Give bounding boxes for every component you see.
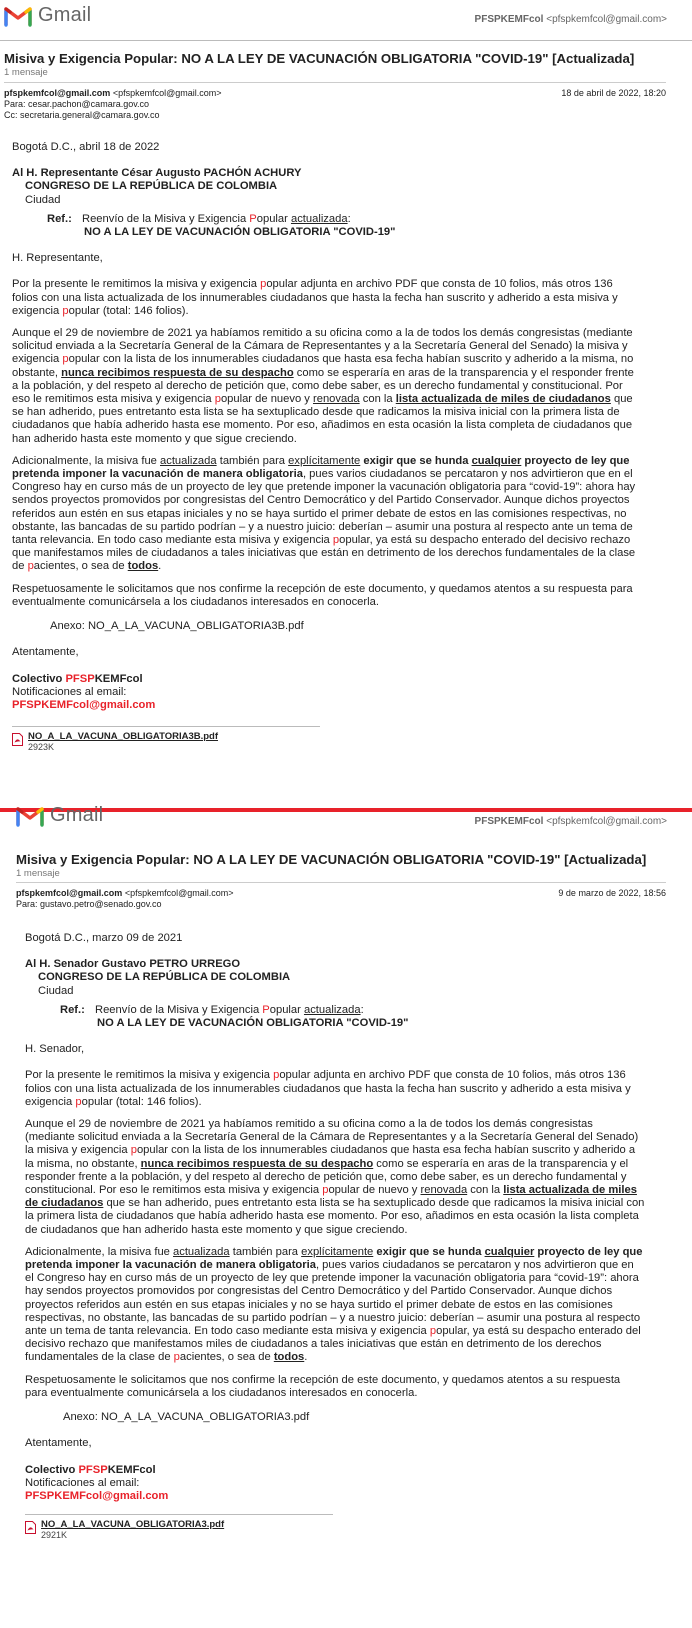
message-count: 1 mensaje (4, 67, 48, 78)
institution: CONGRESO DE LA REPÚBLICA DE COLOMBIA (38, 971, 291, 984)
ref-text: Reenvío de la Misiva y Exigencia (95, 1003, 263, 1016)
attachment-name[interactable]: NO_A_LA_VACUNA_OBLIGATORIA3.pdf (41, 1519, 225, 1530)
signature-email[interactable] (25, 1490, 645, 1503)
underlined: actualizada (173, 1245, 230, 1258)
ref-text: opular (269, 1003, 304, 1016)
message-body (25, 932, 645, 1503)
text: que se han adherido, pues entretanto esta lista se ha sextuplicado desde que radicamos la misiva inicial con la primera lista de ciudadanos que había adherido hasta ese momento. Por eso, añadimos en esta ocasión la lista completa de ciudadanos que han adherido hasta este momento y que sigue creciendo. (12, 393, 633, 445)
gmail-logo[interactable] (16, 804, 103, 827)
red-letter: p (130, 1144, 137, 1157)
underlined: renovada (420, 1184, 468, 1197)
red-letters: PFSP (65, 672, 95, 685)
text: opular con la lista de los innumerables ciudadanos que hasta esa fecha habían suscrito y adherido a la misma, no obstante, (25, 1144, 636, 1170)
reference-label: Ref.: (60, 1003, 85, 1016)
attachment-name[interactable]: NO_A_LA_VACUNA_OBLIGATORIA3B.pdf (28, 731, 219, 742)
ref-text: Reenvío de la Misiva y Exigencia (82, 212, 250, 225)
account-name: PFSPKEMFcol (474, 816, 544, 827)
gmail-logo-text: Gmail (50, 804, 104, 826)
red-letter: p (273, 1069, 280, 1082)
reference-line-2: NO A LA LEY DE VACUNACIÓN OBLIGATORIA "COVID-19" (84, 226, 396, 239)
city: Ciudad (25, 193, 61, 206)
signature-name (12, 673, 640, 686)
paragraph-1 (12, 278, 640, 318)
gmail-logo[interactable] (4, 4, 91, 27)
pdf-file-icon (12, 733, 23, 746)
bold-underlined: cualquier (471, 454, 522, 467)
text: PFSP (12, 698, 42, 711)
text: opular con la lista de los innumerables ciudadanos que hasta esa fecha habían suscrito y adherido a la misma, no obstante, (12, 353, 634, 379)
bold: exigir que se hunda (373, 1245, 485, 1258)
signature-notifications: Notificaciones al email: (25, 1476, 140, 1489)
text: . (304, 1351, 308, 1364)
gmail-header (0, 804, 692, 850)
signature-email[interactable] (12, 699, 640, 712)
red-letters: PFSP (78, 1463, 108, 1476)
text: opular, ya está su despacho enterado del decisivo rechazo que manifestamos miles de ciudadanos a tales iniciativas que están en detrimento de los derechos fundamentales de la clase de (25, 1325, 641, 1364)
email-subject: Misiva y Exigencia Popular: NO A LA LEY DE VACUNACIÓN OBLIGATORIA "COVID-19" [Actualizada] (4, 51, 635, 66)
red-letter: p (62, 353, 69, 366)
text: opular (total: 146 folios). (81, 1095, 202, 1108)
message-date: 18 de abril de 2022, 18:20 (561, 88, 666, 98)
text: Por la presente le remitimos la misiva y exigencia (25, 1069, 274, 1082)
email-subject: Misiva y Exigencia Popular: NO A LA LEY DE VACUNACIÓN OBLIGATORIA "COVID-19" [Actualizada] (16, 852, 647, 867)
text: también para (216, 454, 289, 467)
text: Colectivo (25, 1463, 79, 1476)
ref-red-letter: P (249, 212, 257, 225)
gmail-header (0, 0, 692, 36)
place-date: Bogotá D.C., marzo 09 de 2021 (25, 932, 183, 944)
ref-underlined: actualizada (303, 1003, 361, 1016)
text: opular de nuevo y (220, 393, 313, 406)
underlined: explícitamente (288, 454, 361, 467)
gmail-m-icon (16, 805, 44, 827)
text: Adicionalmente, la misiva fue (12, 454, 160, 467)
reference-block (25, 1004, 645, 1030)
red-letter: p (62, 304, 69, 317)
recipient-to: Para: gustavo.petro@senado.gov.co (16, 899, 162, 909)
place-date: Bogotá D.C., abril 18 de 2022 (12, 141, 160, 153)
header-divider (0, 40, 692, 41)
reference-line-1 (82, 213, 395, 226)
red-letter: p (173, 1351, 180, 1364)
closing: Atentamente, (25, 1437, 92, 1450)
text: opular adjunta en archivo PDF que consta de 10 folios, más otros 136 folios con una lista actualizada de los innumerables ciudadanos que hasta la fecha han suscrito y adherido a esta misiva y exigencia (25, 1069, 631, 1108)
text: Aunque el 29 de noviembre de 2021 ya habíamos remitido a su oficina como a la de todos los demás congresistas (mediante solicitud enviada a la Secretaría General de la Cámara de Representantes y a la Secretaría General del Senado) la misiva y exigencia (12, 327, 633, 366)
salutation: H. Senador, (25, 1043, 85, 1056)
ref-underlined: actualizada (290, 212, 348, 225)
pdf-file-icon (25, 1521, 36, 1534)
bold-underlined: todos (273, 1351, 305, 1364)
text: como se esperaría en aras de la transparencia y el responder frente a la población, y del respeto al derecho de petición que, como debe saber, es un derecho fundamental y constitucional. Por eso le remitimos esta misiva y exigencia (12, 366, 634, 406)
reference-line-2: NO A LA LEY DE VACUNACIÓN OBLIGATORIA "COVID-19" (97, 1017, 409, 1030)
account-name: PFSPKEMFcol (474, 14, 544, 25)
addressee: Al H. Representante César Augusto PACHÓN ACHURY (12, 167, 302, 180)
attachment[interactable] (12, 731, 218, 752)
text: KEMFcol@gmail.com (54, 1489, 169, 1502)
message-count: 1 mensaje (16, 868, 60, 879)
sender-email: <pfspkemfcol@gmail.com> (112, 88, 222, 98)
message-date: 9 de marzo de 2022, 18:56 (558, 888, 666, 898)
bold-underlined: cualquier (484, 1245, 535, 1258)
annex-line: Anexo: NO_A_LA_VACUNA_OBLIGATORIA3B.pdf (50, 620, 304, 633)
text: con la (359, 393, 396, 406)
red-letter: p (27, 560, 34, 573)
ref-text: opular (256, 212, 291, 225)
paragraph-1 (25, 1069, 645, 1109)
gmail-logo-text: Gmail (38, 4, 92, 26)
bold-underlined: todos (127, 560, 159, 573)
paragraph-3 (25, 1246, 645, 1365)
sender-name[interactable]: pfspkemfcol@gmail.com (16, 888, 123, 898)
text: con la (467, 1184, 504, 1197)
text: , pues varios ciudadanos se percataron y nos advirtieron que en el Congreso hay en curso más de un proyecto de ley que pretende imponer la vacunación obligatoria para “covid-19”: ahora hay sendos proyectos promovidos por congresistas del Centro Democrático y del Partido Conservador. Aunque dichos proyectos referidos aun estén en sus etapas iniciales y no se haya surtido el primer debate de estos en las comisiones respectivas, no obstante, las bancadas de su partido podrían – y a nuestro juicio: deberían – asumir una postura al respecto ante un tema de tanta relevancia. En todo caso mediante esta misiva y exigencia (12, 468, 636, 547)
text: Colectivo (12, 672, 66, 685)
paragraph-4: Respetuosamente le solicitamos que nos confirme la recepción de este documento, y quedamos atentos a su respuesta para eventualmente comunicársela a los ciudadanos interesados en conocerla. (25, 1373, 621, 1399)
text: que se han adherido, pues entretanto esta lista se ha sextuplicado desde que radicamos la misiva inicial con la primera lista de ciudadanos que había adherido hasta ese momento. Por eso, añadimos en esta ocasión la lista completa de ciudadanos que han adherido hasta este momento y que sigue creciendo. (25, 1197, 645, 1236)
paragraph-3 (12, 455, 640, 574)
text: Aunque el 29 de noviembre de 2021 ya habíamos remitido a su oficina como a la de todos los demás congresistas (mediante solicitud enviada a la Secretaría General de la Cámara de Representantes y a la Secretaría General del Senado) la misiva y exigencia (25, 1118, 639, 1157)
attachment[interactable] (25, 1519, 224, 1540)
red-letter: p (260, 278, 267, 291)
text: opular (total: 146 folios). (68, 304, 189, 317)
email-message-1 (0, 0, 692, 808)
message-meta (4, 88, 222, 121)
message-body (12, 141, 640, 712)
paragraph-2 (12, 327, 640, 446)
text: como se esperaría en aras de la transparencia y el responder frente a la población, y del respeto al derecho de petición que, como debe saber, es un derecho fundamental y constitucional. Por eso le remitimos esta misiva y exigencia (25, 1157, 629, 1197)
reference-block (12, 213, 640, 239)
paragraph-4: Respetuosamente le solicitamos que nos confirme la recepción de este documento, y quedamos atentos a su respuesta para eventualmente comunicársela a los ciudadanos interesados en conocerla. (12, 582, 633, 608)
bold-underlined: lista actualizada de miles de ciudadanos (395, 393, 611, 406)
account-email: <pfspkemfcol@gmail.com> (546, 816, 667, 827)
ref-text: : (360, 1003, 364, 1016)
ref-text: : (347, 212, 351, 225)
institution: CONGRESO DE LA REPÚBLICA DE COLOMBIA (25, 180, 278, 193)
red-letter: p (214, 393, 221, 406)
text: acientes, o sea de (179, 1351, 274, 1364)
text: opular adjunta en archivo PDF que consta de 10 folios, más otros 136 folios con una lista actualizada de los innumerables ciudadanos que hasta la fecha han suscrito y adherido a esta misiva y exigencia (12, 278, 618, 317)
text: también para (229, 1245, 302, 1258)
salutation: H. Representante, (12, 252, 103, 265)
bold: exigir que se hunda (360, 454, 472, 467)
bold-underlined: nunca recibimos respuesta de su despacho (140, 1157, 374, 1170)
subject-divider (16, 882, 666, 883)
sender-name[interactable]: pfspkemfcol@gmail.com (4, 88, 111, 98)
text: opular, ya está su despacho enterado del decisivo rechazo que manifestamos miles de ciudadanos a tales iniciativas que están en detrimento de los derechos fundamentales de la clase de (12, 534, 636, 573)
ref-red-letter: P (262, 1003, 270, 1016)
text: KEMFcol (94, 672, 143, 685)
attachment-divider (25, 1514, 333, 1515)
city: Ciudad (38, 984, 74, 997)
paragraph-2 (25, 1118, 645, 1237)
text: , pues varios ciudadanos se percataron y nos advirtieron que en el Congreso hay en curso más de un proyecto de ley que pretende imponer la vacunación obligatoria para “covid-19”: ahora hay sendos proyectos promovidos por congresistas del Centro Democrático y del Partido Conservador. Aunque dichos proyectos referidos aun estén en sus etapas iniciales y no se haya surtido el primer debate de estos en las comisiones respectivas, no obstante, las bancadas de su partido podrían – y a nuestro juicio: deberían – asumir una postura al respecto ante un tema de tanta relevancia. En todo caso mediante esta misiva y exigencia (25, 1259, 641, 1338)
reference-line-1 (95, 1004, 408, 1017)
recipient-cc: Cc: secretaria.general@camara.gov.co (4, 110, 160, 120)
bold-underlined: lista actualizada de miles de ciudadanos (25, 1184, 637, 1210)
account-email: <pfspkemfcol@gmail.com> (546, 14, 667, 25)
red-letter: p (429, 1325, 437, 1338)
underlined: explícitamente (301, 1245, 374, 1258)
sender-email: <pfspkemfcol@gmail.com> (124, 888, 234, 898)
account-info (475, 816, 667, 827)
account-info (475, 14, 667, 25)
subject-divider (4, 82, 666, 83)
email-message-2 (0, 804, 692, 1628)
attachment-size: 2923K (28, 742, 55, 752)
attachment-divider (12, 726, 320, 727)
reference-label: Ref.: (47, 212, 72, 225)
bold-underlined: nunca recibimos respuesta de su despacho (61, 366, 294, 379)
text: KEMFcol (107, 1463, 156, 1476)
bold: proyecto de ley que pretenda imponer la vacunación de manera obligatoria (12, 454, 630, 481)
annex-line: Anexo: NO_A_LA_VACUNA_OBLIGATORIA3.pdf (63, 1411, 310, 1424)
closing: Atentamente, (12, 646, 79, 659)
text: opular de nuevo y (328, 1184, 421, 1197)
text: Adicionalmente, la misiva fue (25, 1245, 173, 1258)
message-meta (16, 888, 234, 910)
red-letter: p (322, 1184, 329, 1197)
signature-notifications: Notificaciones al email: (12, 685, 127, 698)
red-letter: p (75, 1095, 82, 1108)
red-separator (0, 808, 692, 812)
recipient-to: Para: cesar.pachon@camara.gov.co (4, 99, 150, 109)
bold: proyecto de ley que pretenda imponer la vacunación de manera obligatoria (25, 1245, 643, 1272)
text: acientes, o sea de (33, 560, 128, 573)
signature-name (25, 1464, 645, 1477)
text: Por la presente le remitimos la misiva y exigencia (12, 278, 261, 291)
addressee: Al H. Senador Gustavo PETRO URREGO (25, 958, 241, 971)
text: . (158, 560, 162, 573)
underlined: actualizada (160, 454, 217, 467)
text: PFSP (25, 1489, 55, 1502)
gmail-m-icon (4, 5, 32, 27)
attachment-size: 2921K (41, 1530, 68, 1540)
text: KEMFcol@gmail.com (41, 698, 156, 711)
red-letter: p (332, 534, 340, 547)
underlined: renovada (313, 393, 360, 406)
